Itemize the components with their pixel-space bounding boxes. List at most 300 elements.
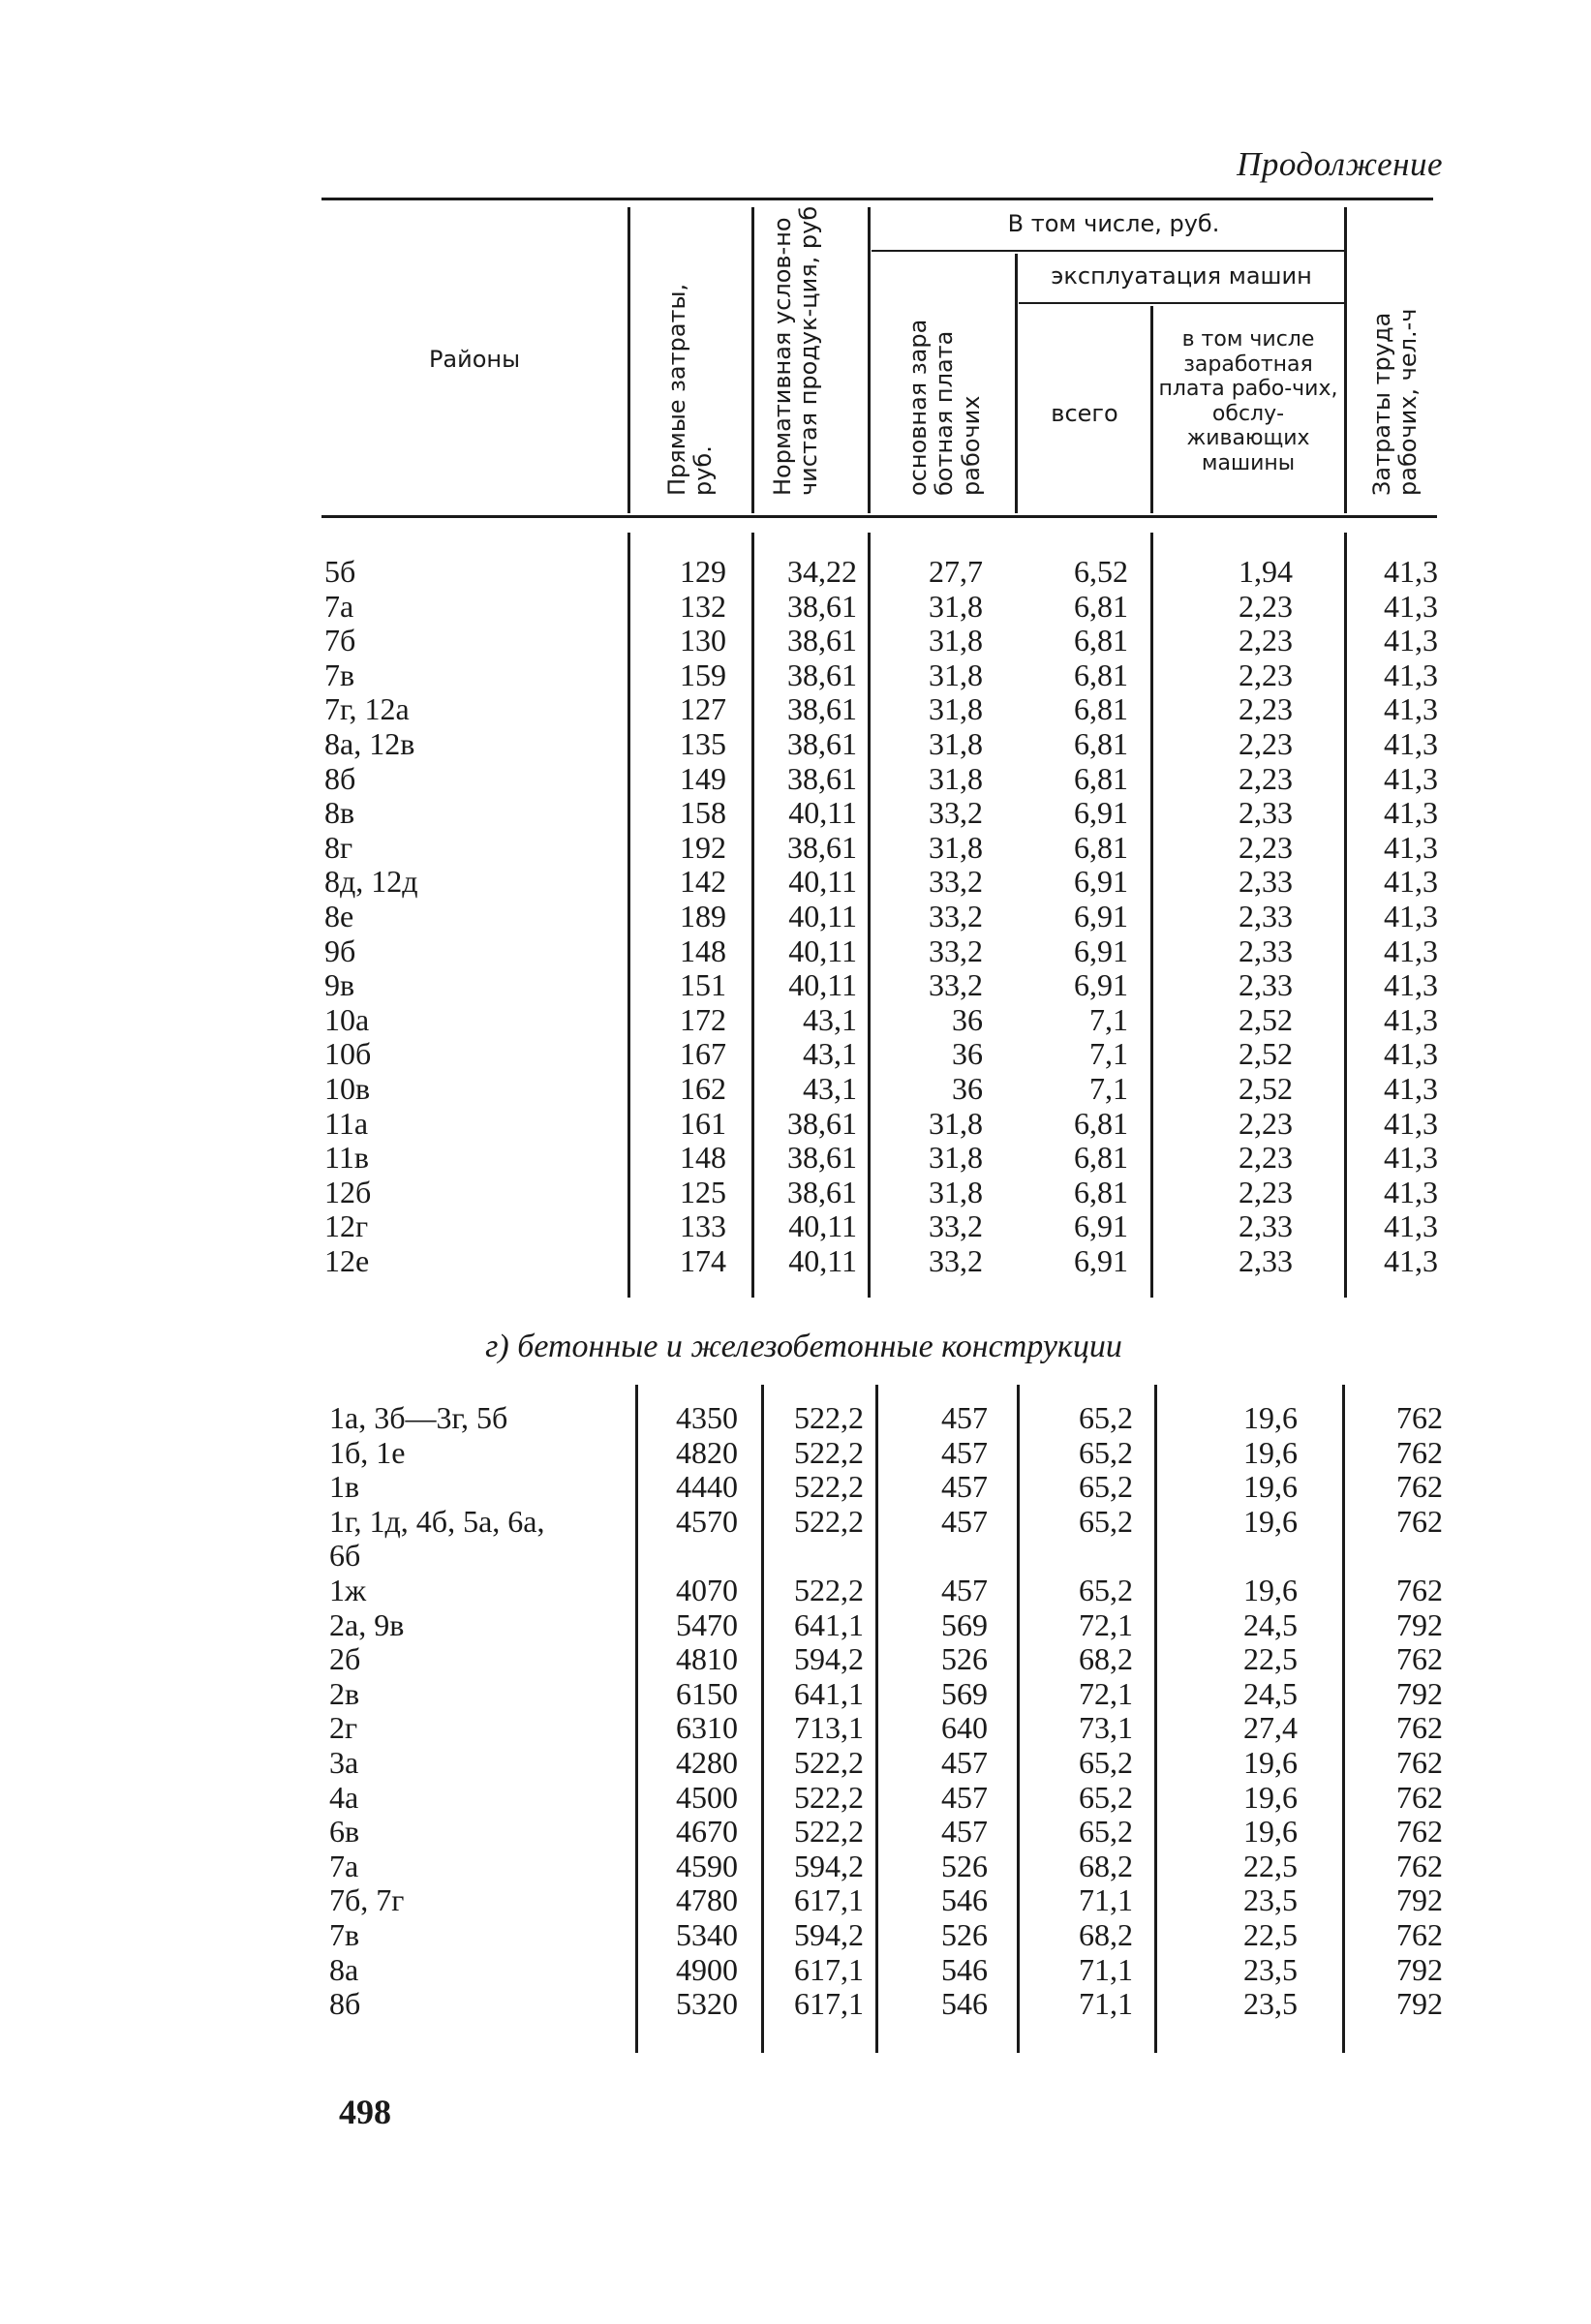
labor-cost-cell: 762 (1396, 1745, 1443, 1780)
normative-output-cell: 40,11 (788, 1208, 857, 1244)
district-cell: 2а, 9в (329, 1606, 405, 1642)
machines-total-cell: 7,1 (1089, 1001, 1128, 1037)
normative-output-cell: 522,2 (794, 1814, 864, 1850)
normative-output-cell: 34,22 (787, 554, 857, 589)
normative-output-cell: 40,11 (788, 864, 857, 900)
labor-cost-cell: 41,3 (1384, 760, 1438, 796)
direct-cost-cell: 132 (680, 588, 726, 624)
machines-total-cell: 65,2 (1079, 1434, 1133, 1470)
direct-cost-cell: 127 (680, 691, 726, 727)
labor-cost-cell: 41,3 (1384, 1140, 1438, 1176)
machines-wage-cell: 19,6 (1243, 1434, 1298, 1470)
labor-cost-cell: 41,3 (1384, 1105, 1438, 1141)
district-cell: 6в (329, 1814, 360, 1850)
normative-output-cell: 40,11 (788, 795, 857, 831)
district-cell: 1а, 3б—3г, 5б (329, 1400, 508, 1435)
normative-output-cell: 40,11 (788, 933, 857, 968)
normative-output-cell: 641,1 (794, 1606, 864, 1642)
direct-cost-cell: 5320 (676, 1986, 738, 2022)
base-wage-cell: 31,8 (929, 726, 983, 761)
labor-cost-cell: 762 (1396, 1503, 1443, 1539)
district-cell: 11в (324, 1140, 369, 1176)
machines-total-cell: 6,91 (1074, 864, 1128, 900)
section-caption: г) бетонные и железобетонные конструкции (485, 1329, 1122, 1364)
district-cell: 12б (324, 1174, 372, 1209)
machines-total-cell: 71,1 (1079, 1951, 1133, 1987)
machines-wage-cell: 19,6 (1243, 1469, 1298, 1505)
normative-output-cell: 38,61 (787, 657, 857, 692)
direct-cost-cell: 4590 (676, 1848, 738, 1883)
base-wage-cell: 526 (941, 1917, 988, 1952)
base-wage-cell: 27,7 (929, 554, 983, 589)
labor-cost-cell: 41,3 (1384, 1208, 1438, 1244)
machines-total-cell: 6,81 (1074, 760, 1128, 796)
table-row (324, 657, 1438, 692)
machines-wage-cell: 1,94 (1239, 554, 1293, 589)
machines-wage-cell: 2,23 (1239, 726, 1293, 761)
labor-cost-cell: 41,3 (1384, 1036, 1438, 1072)
direct-cost-cell: 130 (680, 623, 726, 658)
machines-total-cell: 68,2 (1079, 1917, 1133, 1952)
machines-total-cell: 65,2 (1079, 1573, 1133, 1607)
district-cell: 9б (324, 933, 356, 968)
normative-output-cell: 617,1 (794, 1882, 864, 1918)
table-row (329, 1504, 1443, 1539)
direct-cost-cell: 4820 (676, 1434, 738, 1470)
base-wage-cell: 31,8 (929, 657, 983, 692)
labor-cost-cell: 41,3 (1384, 554, 1438, 589)
district-cell: 2б (329, 1641, 361, 1677)
base-wage-cell: 31,8 (929, 1174, 983, 1209)
base-wage-cell: 36 (952, 1001, 983, 1037)
machines-wage-cell: 2,52 (1239, 1036, 1293, 1072)
district-cell: 9в (324, 967, 355, 1003)
labor-cost-cell: 41,3 (1384, 899, 1438, 933)
district-cell: 7г, 12а (324, 691, 410, 727)
machines-wage-cell: 27,4 (1243, 1710, 1298, 1746)
header-base-wage: основная зара ботная плата рабочих (904, 319, 985, 496)
machines-wage-cell: 2,33 (1239, 795, 1293, 831)
table-row (324, 1243, 1438, 1278)
normative-output-cell: 38,61 (787, 1140, 857, 1176)
labor-cost-cell: 41,3 (1384, 933, 1438, 968)
base-wage-cell: 33,2 (929, 1208, 983, 1244)
table-row (329, 1573, 1443, 1607)
header-divider (868, 207, 871, 513)
table-row (324, 967, 1438, 1002)
machines-wage-cell: 2,23 (1239, 588, 1293, 624)
table-row (324, 1002, 1438, 1037)
normative-output-cell: 38,61 (787, 588, 857, 624)
normative-output-cell: 38,61 (787, 623, 857, 658)
labor-cost-cell: 41,3 (1384, 1174, 1438, 1209)
labor-cost-cell: 762 (1396, 1641, 1443, 1677)
base-wage-cell: 31,8 (929, 829, 983, 865)
labor-cost-cell: 792 (1396, 1675, 1443, 1711)
machines-wage-cell: 2,23 (1239, 1140, 1293, 1176)
labor-cost-cell: 762 (1396, 1573, 1443, 1607)
header-divider (751, 207, 754, 513)
normative-output-cell: 522,2 (794, 1503, 864, 1539)
machines-wage-cell: 22,5 (1243, 1641, 1298, 1677)
machines-total-cell: 65,2 (1079, 1469, 1133, 1505)
machines-total-cell: 6,81 (1074, 588, 1128, 624)
district-cell: 8г (324, 829, 353, 865)
base-wage-cell: 33,2 (929, 1243, 983, 1278)
direct-cost-cell: 158 (680, 795, 726, 831)
labor-cost-cell: 792 (1396, 1606, 1443, 1642)
labor-cost-cell: 762 (1396, 1814, 1443, 1850)
direct-cost-cell: 135 (680, 726, 726, 761)
header-divider (1150, 306, 1153, 513)
base-wage-cell: 31,8 (929, 623, 983, 658)
normative-output-cell: 40,11 (788, 899, 857, 933)
base-wage-cell: 546 (941, 1882, 988, 1918)
table-row (324, 1140, 1438, 1175)
machines-total-cell: 7,1 (1089, 1036, 1128, 1072)
header-divider (1015, 254, 1018, 513)
district-cell: 8а (329, 1951, 359, 1987)
direct-cost-cell: 4570 (676, 1503, 738, 1539)
normative-output-cell: 43,1 (803, 1001, 857, 1037)
normative-output-cell: 38,61 (787, 1105, 857, 1141)
table-row (329, 1676, 1443, 1711)
labor-cost-cell: 41,3 (1384, 726, 1438, 761)
machines-total-cell: 6,81 (1074, 1105, 1128, 1141)
table-top-rule (321, 198, 1433, 200)
base-wage-cell: 31,8 (929, 691, 983, 727)
district-cell: 8д, 12д (324, 864, 418, 900)
normative-output-cell: 43,1 (803, 1071, 857, 1106)
labor-cost-cell: 792 (1396, 1986, 1443, 2022)
table-row (324, 554, 1438, 589)
normative-output-cell: 38,61 (787, 760, 857, 796)
normative-output-cell: 522,2 (794, 1469, 864, 1505)
machines-wage-cell: 24,5 (1243, 1675, 1298, 1711)
machines-total-cell: 6,81 (1074, 691, 1128, 727)
page-number: 498 (339, 2093, 391, 2131)
header-districts: Районы (428, 346, 521, 373)
normative-output-cell: 594,2 (794, 1848, 864, 1883)
normative-output-cell: 38,61 (787, 691, 857, 727)
labor-cost-cell: 762 (1396, 1400, 1443, 1435)
machines-total-cell: 65,2 (1079, 1503, 1133, 1539)
district-cell: 1б, 1е (329, 1434, 406, 1470)
machines-wage-cell: 2,23 (1239, 623, 1293, 658)
table-row (324, 830, 1438, 865)
labor-cost-cell: 41,3 (1384, 864, 1438, 900)
normative-output-cell: 40,11 (788, 967, 857, 1003)
machines-total-cell: 6,91 (1074, 795, 1128, 831)
machines-total-cell: 65,2 (1079, 1779, 1133, 1815)
normative-output-cell: 522,2 (794, 1400, 864, 1435)
labor-cost-cell: 762 (1396, 1710, 1443, 1746)
machines-total-cell: 65,2 (1079, 1814, 1133, 1850)
base-wage-cell: 31,8 (929, 1105, 983, 1141)
district-cell: 2г (329, 1710, 358, 1746)
direct-cost-cell: 4810 (676, 1641, 738, 1677)
table-row (329, 1986, 1443, 2021)
district-cell: 2в (329, 1675, 360, 1711)
header-subgroup-rule (872, 250, 1346, 252)
district-cell: 1ж (329, 1573, 367, 1607)
header-direct-costs: Прямые затраты, руб. (663, 283, 718, 496)
district-cell: 3а (329, 1745, 359, 1780)
base-wage-cell: 33,2 (929, 899, 983, 933)
direct-cost-cell: 161 (680, 1105, 726, 1141)
direct-cost-cell: 192 (680, 829, 726, 865)
table-row (324, 1036, 1438, 1071)
direct-cost-cell: 162 (680, 1071, 726, 1106)
table-row (329, 1814, 1443, 1849)
district-cell: 8б (329, 1986, 361, 2022)
direct-cost-cell: 172 (680, 1001, 726, 1037)
direct-cost-cell: 125 (680, 1174, 726, 1209)
table-row (329, 1917, 1443, 1952)
labor-cost-cell: 41,3 (1384, 967, 1438, 1003)
header-machines-rule (1019, 302, 1346, 304)
header-machine-operation: эксплуатация машин (1051, 262, 1312, 290)
district-cell: 10в (324, 1071, 371, 1106)
district-cell: 7а (329, 1848, 359, 1883)
machines-wage-cell: 2,23 (1239, 760, 1293, 796)
base-wage-cell: 33,2 (929, 795, 983, 831)
machines-total-cell: 68,2 (1079, 1641, 1133, 1677)
base-wage-cell: 33,2 (929, 967, 983, 1003)
machines-total-cell: 71,1 (1079, 1986, 1133, 2022)
normative-output-cell: 522,2 (794, 1779, 864, 1815)
header-machines-total: всего (1051, 400, 1118, 427)
direct-cost-cell: 4670 (676, 1814, 738, 1850)
table-row (324, 1071, 1438, 1106)
table-row (329, 1641, 1443, 1676)
base-wage-cell: 31,8 (929, 588, 983, 624)
machines-wage-cell: 23,5 (1243, 1986, 1298, 2022)
machines-wage-cell: 2,23 (1239, 657, 1293, 692)
machines-total-cell: 65,2 (1079, 1400, 1133, 1435)
machines-total-cell: 6,91 (1074, 967, 1128, 1003)
machines-total-cell: 6,52 (1074, 554, 1128, 589)
direct-cost-cell: 151 (680, 967, 726, 1003)
machines-wage-cell: 2,33 (1239, 1243, 1293, 1278)
machines-total-cell: 6,91 (1074, 1208, 1128, 1244)
labor-cost-cell: 41,3 (1384, 829, 1438, 865)
labor-cost-cell: 41,3 (1384, 657, 1438, 692)
base-wage-cell: 640 (941, 1710, 988, 1746)
table-row (324, 589, 1438, 624)
table-row (329, 1710, 1443, 1745)
table-row (324, 1106, 1438, 1141)
normative-output-cell: 617,1 (794, 1951, 864, 1987)
direct-cost-cell: 4780 (676, 1882, 738, 1918)
base-wage-cell: 546 (941, 1951, 988, 1987)
district-cell: 7б, 7г (329, 1882, 405, 1918)
direct-cost-cell: 174 (680, 1243, 726, 1278)
machines-wage-cell: 2,33 (1239, 967, 1293, 1003)
table-row (324, 795, 1438, 830)
direct-cost-cell: 148 (680, 933, 726, 968)
machines-wage-cell: 22,5 (1243, 1917, 1298, 1952)
direct-cost-cell: 5470 (676, 1606, 738, 1642)
machines-total-cell: 6,91 (1074, 899, 1128, 933)
base-wage-cell: 546 (941, 1986, 988, 2022)
district-cell: 12г (324, 1208, 369, 1244)
machines-total-cell: 7,1 (1089, 1071, 1128, 1106)
direct-cost-cell: 4070 (676, 1573, 738, 1607)
district-cell: 1в (329, 1469, 360, 1505)
normative-output-cell: 522,2 (794, 1745, 864, 1780)
machines-wage-cell: 2,23 (1239, 691, 1293, 727)
header-bottom-rule (321, 515, 1437, 518)
district-cell: 8в (324, 795, 355, 831)
header-machines-wage: в том числе заработная плата рабо-чих, обслу-живающих машины (1158, 327, 1338, 475)
labor-cost-cell: 41,3 (1384, 795, 1438, 831)
district-cell: 5б (324, 554, 356, 589)
normative-output-cell: 40,11 (788, 1243, 857, 1278)
machines-wage-cell: 19,6 (1243, 1573, 1298, 1607)
machines-total-cell: 6,91 (1074, 933, 1128, 968)
machines-total-cell: 6,81 (1074, 1174, 1128, 1209)
machines-total-cell: 6,81 (1074, 726, 1128, 761)
table-row (329, 1849, 1443, 1883)
machines-total-cell: 6,81 (1074, 623, 1128, 658)
table-row (324, 933, 1438, 968)
direct-cost-cell: 129 (680, 554, 726, 589)
labor-cost-cell: 762 (1396, 1848, 1443, 1883)
labor-cost-cell: 762 (1396, 1469, 1443, 1505)
base-wage-cell: 526 (941, 1641, 988, 1677)
machines-total-cell: 6,81 (1074, 1140, 1128, 1176)
labor-cost-cell: 762 (1396, 1917, 1443, 1952)
base-wage-cell: 457 (941, 1814, 988, 1850)
machines-total-cell: 65,2 (1079, 1745, 1133, 1780)
direct-cost-cell: 4280 (676, 1745, 738, 1780)
base-wage-cell: 457 (941, 1573, 988, 1607)
base-wage-cell: 33,2 (929, 933, 983, 968)
base-wage-cell: 457 (941, 1503, 988, 1539)
machines-total-cell: 68,2 (1079, 1848, 1133, 1883)
base-wage-cell: 457 (941, 1745, 988, 1780)
labor-cost-cell: 41,3 (1384, 588, 1438, 624)
labor-cost-cell: 762 (1396, 1434, 1443, 1470)
direct-cost-cell: 159 (680, 657, 726, 692)
direct-cost-cell: 6150 (676, 1675, 738, 1711)
base-wage-cell: 31,8 (929, 1140, 983, 1176)
district-cell: 8а, 12в (324, 726, 415, 761)
machines-wage-cell: 2,33 (1239, 1208, 1293, 1244)
base-wage-cell: 457 (941, 1779, 988, 1815)
direct-cost-cell: 4500 (676, 1779, 738, 1815)
normative-output-cell: 641,1 (794, 1675, 864, 1711)
table-row (329, 1607, 1443, 1642)
machines-wage-cell: 2,52 (1239, 1001, 1293, 1037)
direct-cost-cell: 4900 (676, 1951, 738, 1987)
base-wage-cell: 569 (941, 1675, 988, 1711)
normative-output-cell: 38,61 (787, 829, 857, 865)
labor-cost-cell: 762 (1396, 1779, 1443, 1815)
header-divider (1344, 207, 1347, 513)
table-row (324, 726, 1438, 761)
section-one-rows (324, 554, 1438, 1290)
district-cell: 1г, 1д, 4б, 5а, 6а, (329, 1503, 545, 1539)
direct-cost-cell: 6310 (676, 1710, 738, 1746)
machines-wage-cell: 22,5 (1243, 1848, 1298, 1883)
base-wage-cell: 33,2 (929, 864, 983, 900)
direct-cost-cell: 148 (680, 1140, 726, 1176)
machines-wage-cell: 23,5 (1243, 1882, 1298, 1918)
base-wage-cell: 36 (952, 1036, 983, 1072)
district-cell: 7в (329, 1917, 360, 1952)
table-row (324, 691, 1438, 726)
labor-cost-cell: 792 (1396, 1882, 1443, 1918)
table-row (329, 1882, 1443, 1917)
header-including-group: В том числе, руб. (1007, 210, 1220, 237)
district-cell: 7б (324, 623, 356, 658)
normative-output-cell: 43,1 (803, 1036, 857, 1072)
direct-cost-cell: 4440 (676, 1469, 738, 1505)
machines-wage-cell: 23,5 (1243, 1951, 1298, 1987)
machines-wage-cell: 19,6 (1243, 1814, 1298, 1850)
machines-total-cell: 6,81 (1074, 829, 1128, 865)
table-row (329, 1469, 1443, 1504)
machines-wage-cell: 19,6 (1243, 1400, 1298, 1435)
table-row (324, 1175, 1438, 1209)
district-cell: 7а (324, 588, 354, 624)
table-row (329, 1538, 1443, 1573)
header-labor-costs: Затраты труда рабочих, чел.-ч (1368, 308, 1423, 496)
district-cell: 4а (329, 1779, 359, 1815)
table-row (324, 623, 1438, 657)
normative-output-cell: 594,2 (794, 1917, 864, 1952)
district-cell: 8е (324, 899, 354, 933)
direct-cost-cell: 133 (680, 1208, 726, 1244)
table-row (324, 899, 1438, 933)
district-cell: 7в (324, 657, 355, 692)
base-wage-cell: 457 (941, 1400, 988, 1435)
base-wage-cell: 31,8 (929, 760, 983, 796)
machines-total-cell: 6,91 (1074, 1243, 1128, 1278)
district-cell: 12е (324, 1243, 370, 1278)
machines-wage-cell: 2,23 (1239, 829, 1293, 865)
table-row (329, 1952, 1443, 1987)
table-row (324, 761, 1438, 796)
machines-wage-cell: 2,23 (1239, 1105, 1293, 1141)
machines-wage-cell: 2,23 (1239, 1174, 1293, 1209)
header-divider (627, 207, 630, 513)
table-row (324, 1208, 1438, 1243)
table-row (329, 1400, 1443, 1435)
base-wage-cell: 457 (941, 1434, 988, 1470)
table-row (329, 1435, 1443, 1470)
normative-output-cell: 594,2 (794, 1641, 864, 1677)
district-cell: 6б (329, 1538, 361, 1574)
machines-total-cell: 72,1 (1079, 1606, 1133, 1642)
base-wage-cell: 457 (941, 1469, 988, 1505)
base-wage-cell: 36 (952, 1071, 983, 1106)
district-cell: 10б (324, 1036, 372, 1072)
normative-output-cell: 617,1 (794, 1986, 864, 2022)
machines-total-cell: 73,1 (1079, 1710, 1133, 1746)
labor-cost-cell: 792 (1396, 1951, 1443, 1987)
direct-cost-cell: 4350 (676, 1400, 738, 1435)
section-two-rows (329, 1400, 1443, 2039)
direct-cost-cell: 5340 (676, 1917, 738, 1952)
labor-cost-cell: 41,3 (1384, 1243, 1438, 1278)
normative-output-cell: 522,2 (794, 1434, 864, 1470)
district-cell: 10а (324, 1001, 370, 1037)
direct-cost-cell: 167 (680, 1036, 726, 1072)
machines-wage-cell: 2,33 (1239, 864, 1293, 900)
